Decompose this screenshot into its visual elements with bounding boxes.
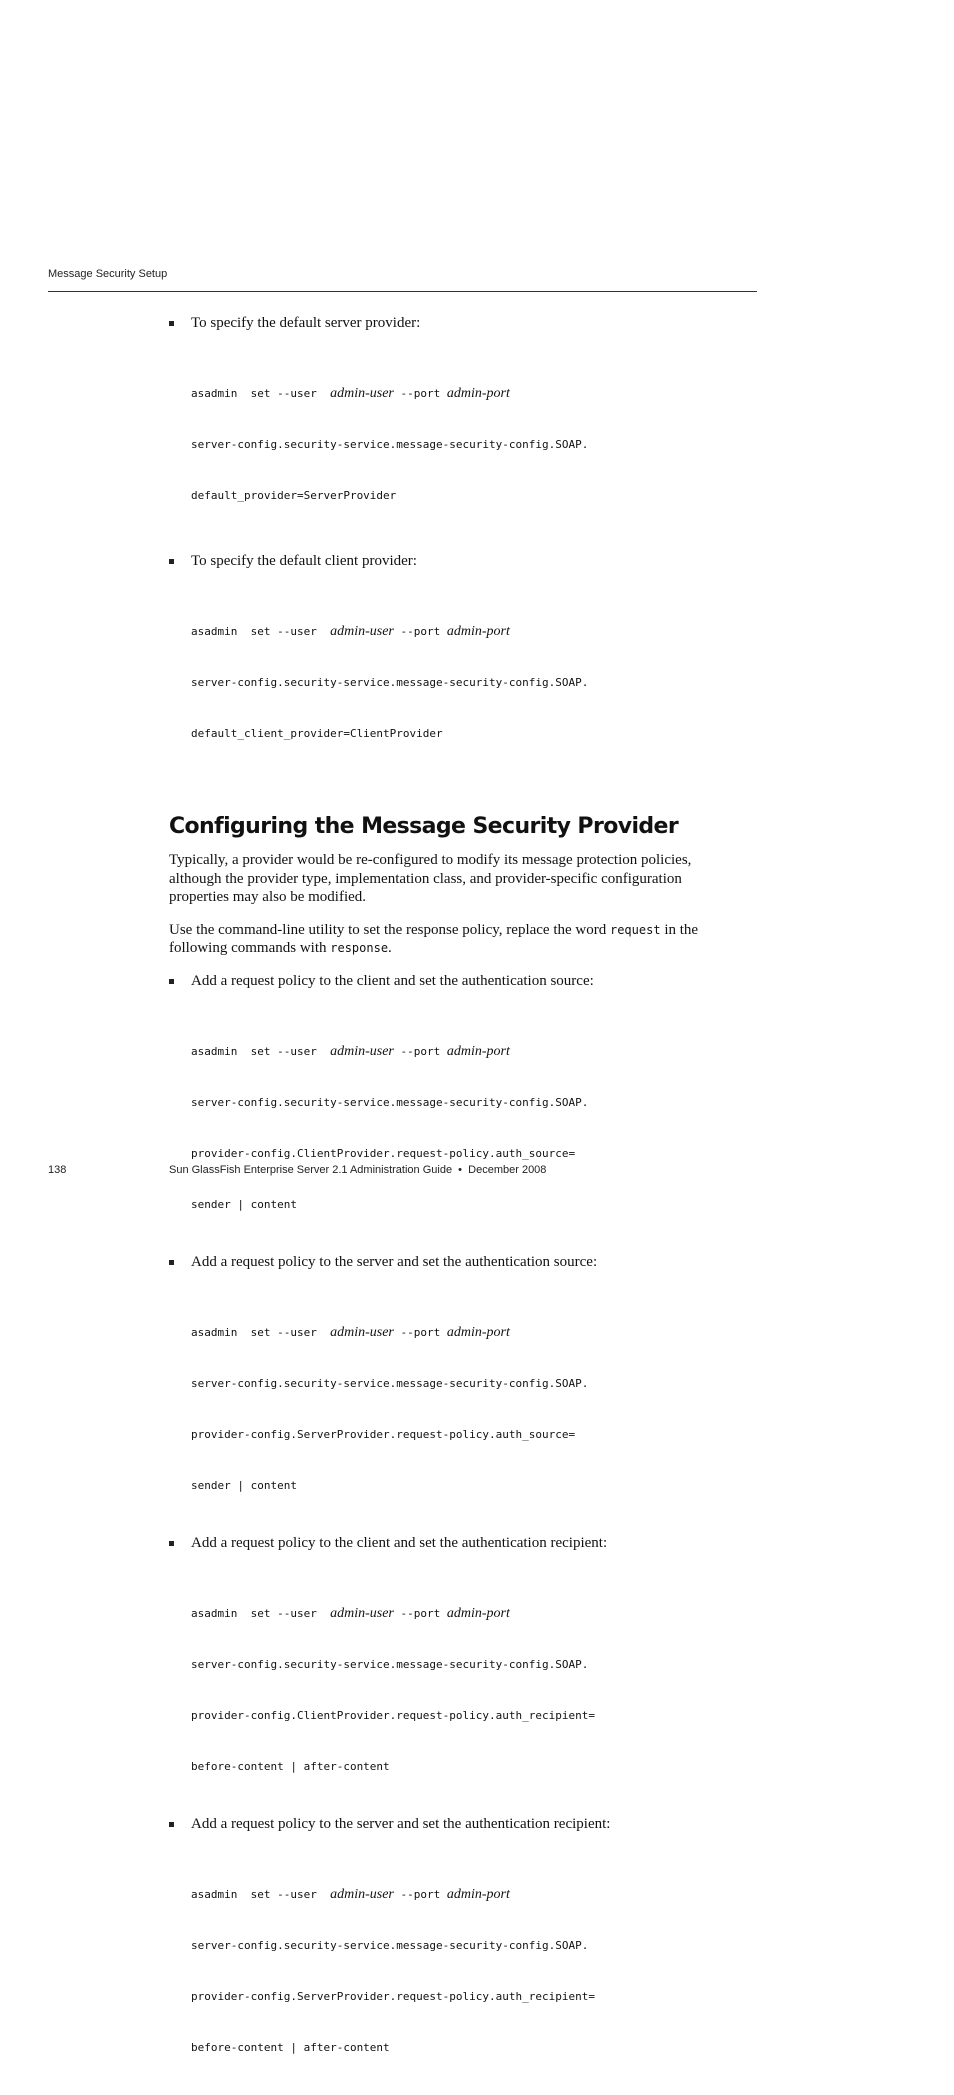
code-line	[191, 385, 729, 402]
code-line: default_client_provider=ClientProvider	[191, 727, 443, 740]
list-item-text: Add a request policy to the client and set the authentication source:	[191, 972, 594, 989]
code-line: provider-config.ServerProvider.request-policy.auth_source=	[191, 1427, 576, 1441]
code-variable: admin-port	[446, 1605, 510, 1621]
policy-item	[169, 972, 729, 1247]
code-line: provider-config.ServerProvider.request-policy.auth_recipient=	[191, 1989, 595, 2003]
code-flag: --port	[393, 1325, 447, 1339]
list-item-text: Add a request policy to the server and set the authentication source:	[191, 1253, 598, 1270]
code-variable: admin-user	[330, 624, 394, 639]
list-item	[169, 972, 729, 991]
code-line: provider-config.ClientProvider.request-policy.auth_source=	[191, 1146, 576, 1160]
list-item-text: Add a request policy to the server and set the authentication recipient:	[191, 1815, 611, 1832]
list-item-text: To specify the default client provider:	[191, 553, 417, 569]
list-item	[169, 552, 729, 571]
code-command: asadmin set --user	[191, 1325, 331, 1339]
intro-item	[169, 314, 729, 538]
code-line: server-config.security-service.message-security-config.SOAP.	[191, 1376, 589, 1390]
paragraph: Typically, a provider would be re-configured to modify its message protection policies, although the provider type, implementation class, and provider-specific configuration properties may also be modified.	[169, 852, 692, 905]
list-item-text: Add a request policy to the client and set the authentication recipient:	[191, 1534, 608, 1551]
code-line: default_provider=ServerProvider	[191, 489, 397, 502]
code-command: asadmin set --user	[191, 1887, 331, 1901]
list-item	[169, 1534, 729, 1553]
inline-code: request	[609, 922, 661, 937]
code-line: server-config.security-service.message-security-config.SOAP.	[191, 438, 589, 451]
paragraph	[169, 921, 729, 958]
running-head: Message Security Setup	[48, 268, 168, 280]
list-item	[169, 1253, 729, 1272]
code-line	[191, 1605, 729, 1622]
code-line: provider-config.ClientProvider.request-policy.auth_recipient=	[191, 1708, 595, 1722]
code-variable: admin-user	[330, 1324, 394, 1340]
bullet-square-icon	[169, 559, 174, 564]
paragraph-text: .	[388, 940, 392, 956]
code-block	[191, 351, 729, 538]
code-line: server-config.security-service.message-security-config.SOAP.	[191, 676, 589, 689]
page-body	[169, 314, 729, 2095]
list-item	[169, 314, 729, 333]
bullet-square-icon	[169, 979, 174, 984]
paragraph-text: in the following commands with	[169, 921, 699, 956]
code-flag: --port	[393, 625, 447, 638]
code-variable: admin-user	[330, 1605, 394, 1621]
code-block	[191, 1290, 729, 1528]
code-command: asadmin set --user	[191, 625, 331, 638]
policy-item	[169, 1253, 729, 1528]
code-variable: admin-port	[446, 386, 510, 401]
code-command: asadmin set --user	[191, 1044, 331, 1058]
bullet-square-icon	[169, 1260, 174, 1265]
code-variable: admin-user	[330, 1886, 394, 1902]
code-flag: --port	[393, 387, 447, 400]
code-block	[191, 1852, 729, 2090]
code-flag: --port	[393, 1044, 447, 1058]
code-command: asadmin set --user	[191, 1606, 331, 1620]
code-variable: admin-user	[330, 1043, 394, 1059]
code-command: asadmin set --user	[191, 387, 331, 400]
code-variable: admin-port	[446, 624, 510, 639]
code-variable: admin-port	[446, 1886, 510, 1902]
code-block	[191, 1009, 729, 1247]
code-block	[191, 589, 729, 776]
bullet-square-icon	[169, 1822, 174, 1827]
code-line: server-config.security-service.message-security-config.SOAP.	[191, 1095, 589, 1109]
code-flag: --port	[393, 1887, 447, 1901]
code-variable: admin-user	[330, 386, 394, 401]
code-flag: --port	[393, 1606, 447, 1620]
code-block	[191, 1571, 729, 1809]
code-line: before-content | after-content	[191, 1759, 390, 1773]
bullet-square-icon	[169, 321, 174, 326]
list-item	[169, 1815, 729, 1834]
footer-title: Sun GlassFish Enterprise Server 2.1 Administration Guide • December 2008	[169, 1164, 547, 1176]
code-line	[191, 1324, 729, 1341]
policy-item	[169, 1534, 729, 1809]
code-line: server-config.security-service.message-security-config.SOAP.	[191, 1938, 589, 1952]
list-item-text: To specify the default server provider:	[191, 315, 421, 331]
code-line	[191, 1043, 729, 1060]
code-variable: admin-port	[446, 1043, 510, 1059]
code-variable: admin-port	[446, 1324, 510, 1340]
code-line: sender | content	[191, 1478, 297, 1492]
inline-code: response	[330, 941, 389, 955]
code-line: server-config.security-service.message-security-config.SOAP.	[191, 1657, 589, 1671]
page-number: 138	[48, 1164, 67, 1176]
paragraph-text: Use the command-line utility to set the response policy, replace the word	[169, 921, 610, 938]
policy-item	[169, 1815, 729, 2090]
code-line	[191, 1886, 729, 1903]
section-title: Configuring the Message Security Provider	[169, 814, 679, 839]
code-line	[191, 623, 729, 640]
code-line: sender | content	[191, 1197, 297, 1211]
intro-item	[169, 552, 729, 776]
header-rule	[48, 291, 757, 292]
code-line: before-content | after-content	[191, 2040, 390, 2054]
bullet-square-icon	[169, 1541, 174, 1546]
